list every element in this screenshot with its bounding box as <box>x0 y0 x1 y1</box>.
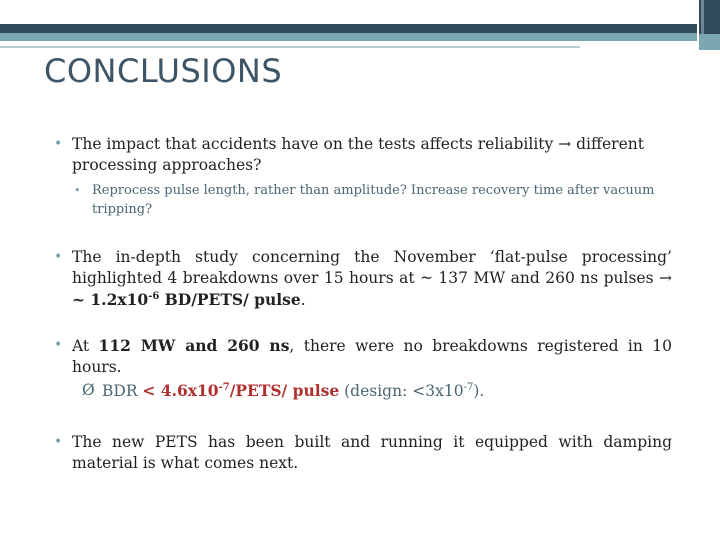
bullet-3-marker: • <box>54 337 63 353</box>
bullet-2 <box>52 247 672 311</box>
slide-title: CONCLUSIONS <box>44 52 283 90</box>
design-prefix: (design: <3x10 <box>339 382 464 400</box>
bullet-2-marker: • <box>54 249 63 265</box>
bullet-4-text: The new PETS has been built and running it equipped with damping material is what comes next. <box>72 433 672 472</box>
bullet-2-text: The in-depth study concerning the November ‘flat-pulse processing’ highlighted 4 breakdowns over 15 hours at ~ 137 MW and 260 ns pulses <box>72 248 672 287</box>
bullet-1-sub-marker: • <box>74 184 81 197</box>
header-bar-dark <box>0 24 697 33</box>
bullet-1-marker: • <box>54 136 63 152</box>
bullet-1 <box>52 134 672 176</box>
header-bar-teal <box>0 33 697 41</box>
bullet-3-bold: 112 MW and 260 ns <box>98 336 290 355</box>
header-bar-thin <box>0 46 580 48</box>
bdr-value-prefix: < 4.6x10 <box>142 381 219 400</box>
arrow-icon: → <box>659 269 672 287</box>
bd-rate-suffix: BD/PETS/ pulse <box>159 290 301 309</box>
bd-rate <box>72 290 301 309</box>
bullet-1-sub-text: Reprocess pulse length, rather than amplitude? Increase recovery time after vacuum tripping? <box>92 183 655 217</box>
arrow-bullet-icon: Ø <box>82 381 95 399</box>
bdr-value-suffix: /PETS/ pulse <box>229 381 340 400</box>
bullet-3-post: , there were no breakdowns registered in 10 hours. <box>72 337 672 376</box>
design-exponent: -7 <box>463 381 474 393</box>
bullet-2-end: . <box>300 291 306 309</box>
design-suffix: ). <box>473 382 485 400</box>
bd-rate-prefix: ~ 1.2x10 <box>72 290 149 309</box>
bdr-value <box>142 381 339 400</box>
bullet-3 <box>52 335 672 378</box>
design-value <box>339 382 484 400</box>
bdr-value-exponent: -7 <box>218 381 230 393</box>
bullet-3-pre: At <box>72 337 99 355</box>
bullet-4-marker: • <box>54 434 63 450</box>
bullet-4 <box>52 432 672 474</box>
bullet-3-sub <box>52 380 672 402</box>
bullet-1-sub <box>52 181 672 219</box>
corner-block-teal <box>699 34 720 50</box>
slide-content <box>52 134 672 474</box>
corner-stripe <box>701 0 704 34</box>
bd-rate-exponent: -6 <box>148 290 160 302</box>
bdr-label: BDR <box>102 382 143 400</box>
bullet-1-text: The impact that accidents have on the tests affects reliability → different processing approaches? <box>72 135 644 174</box>
